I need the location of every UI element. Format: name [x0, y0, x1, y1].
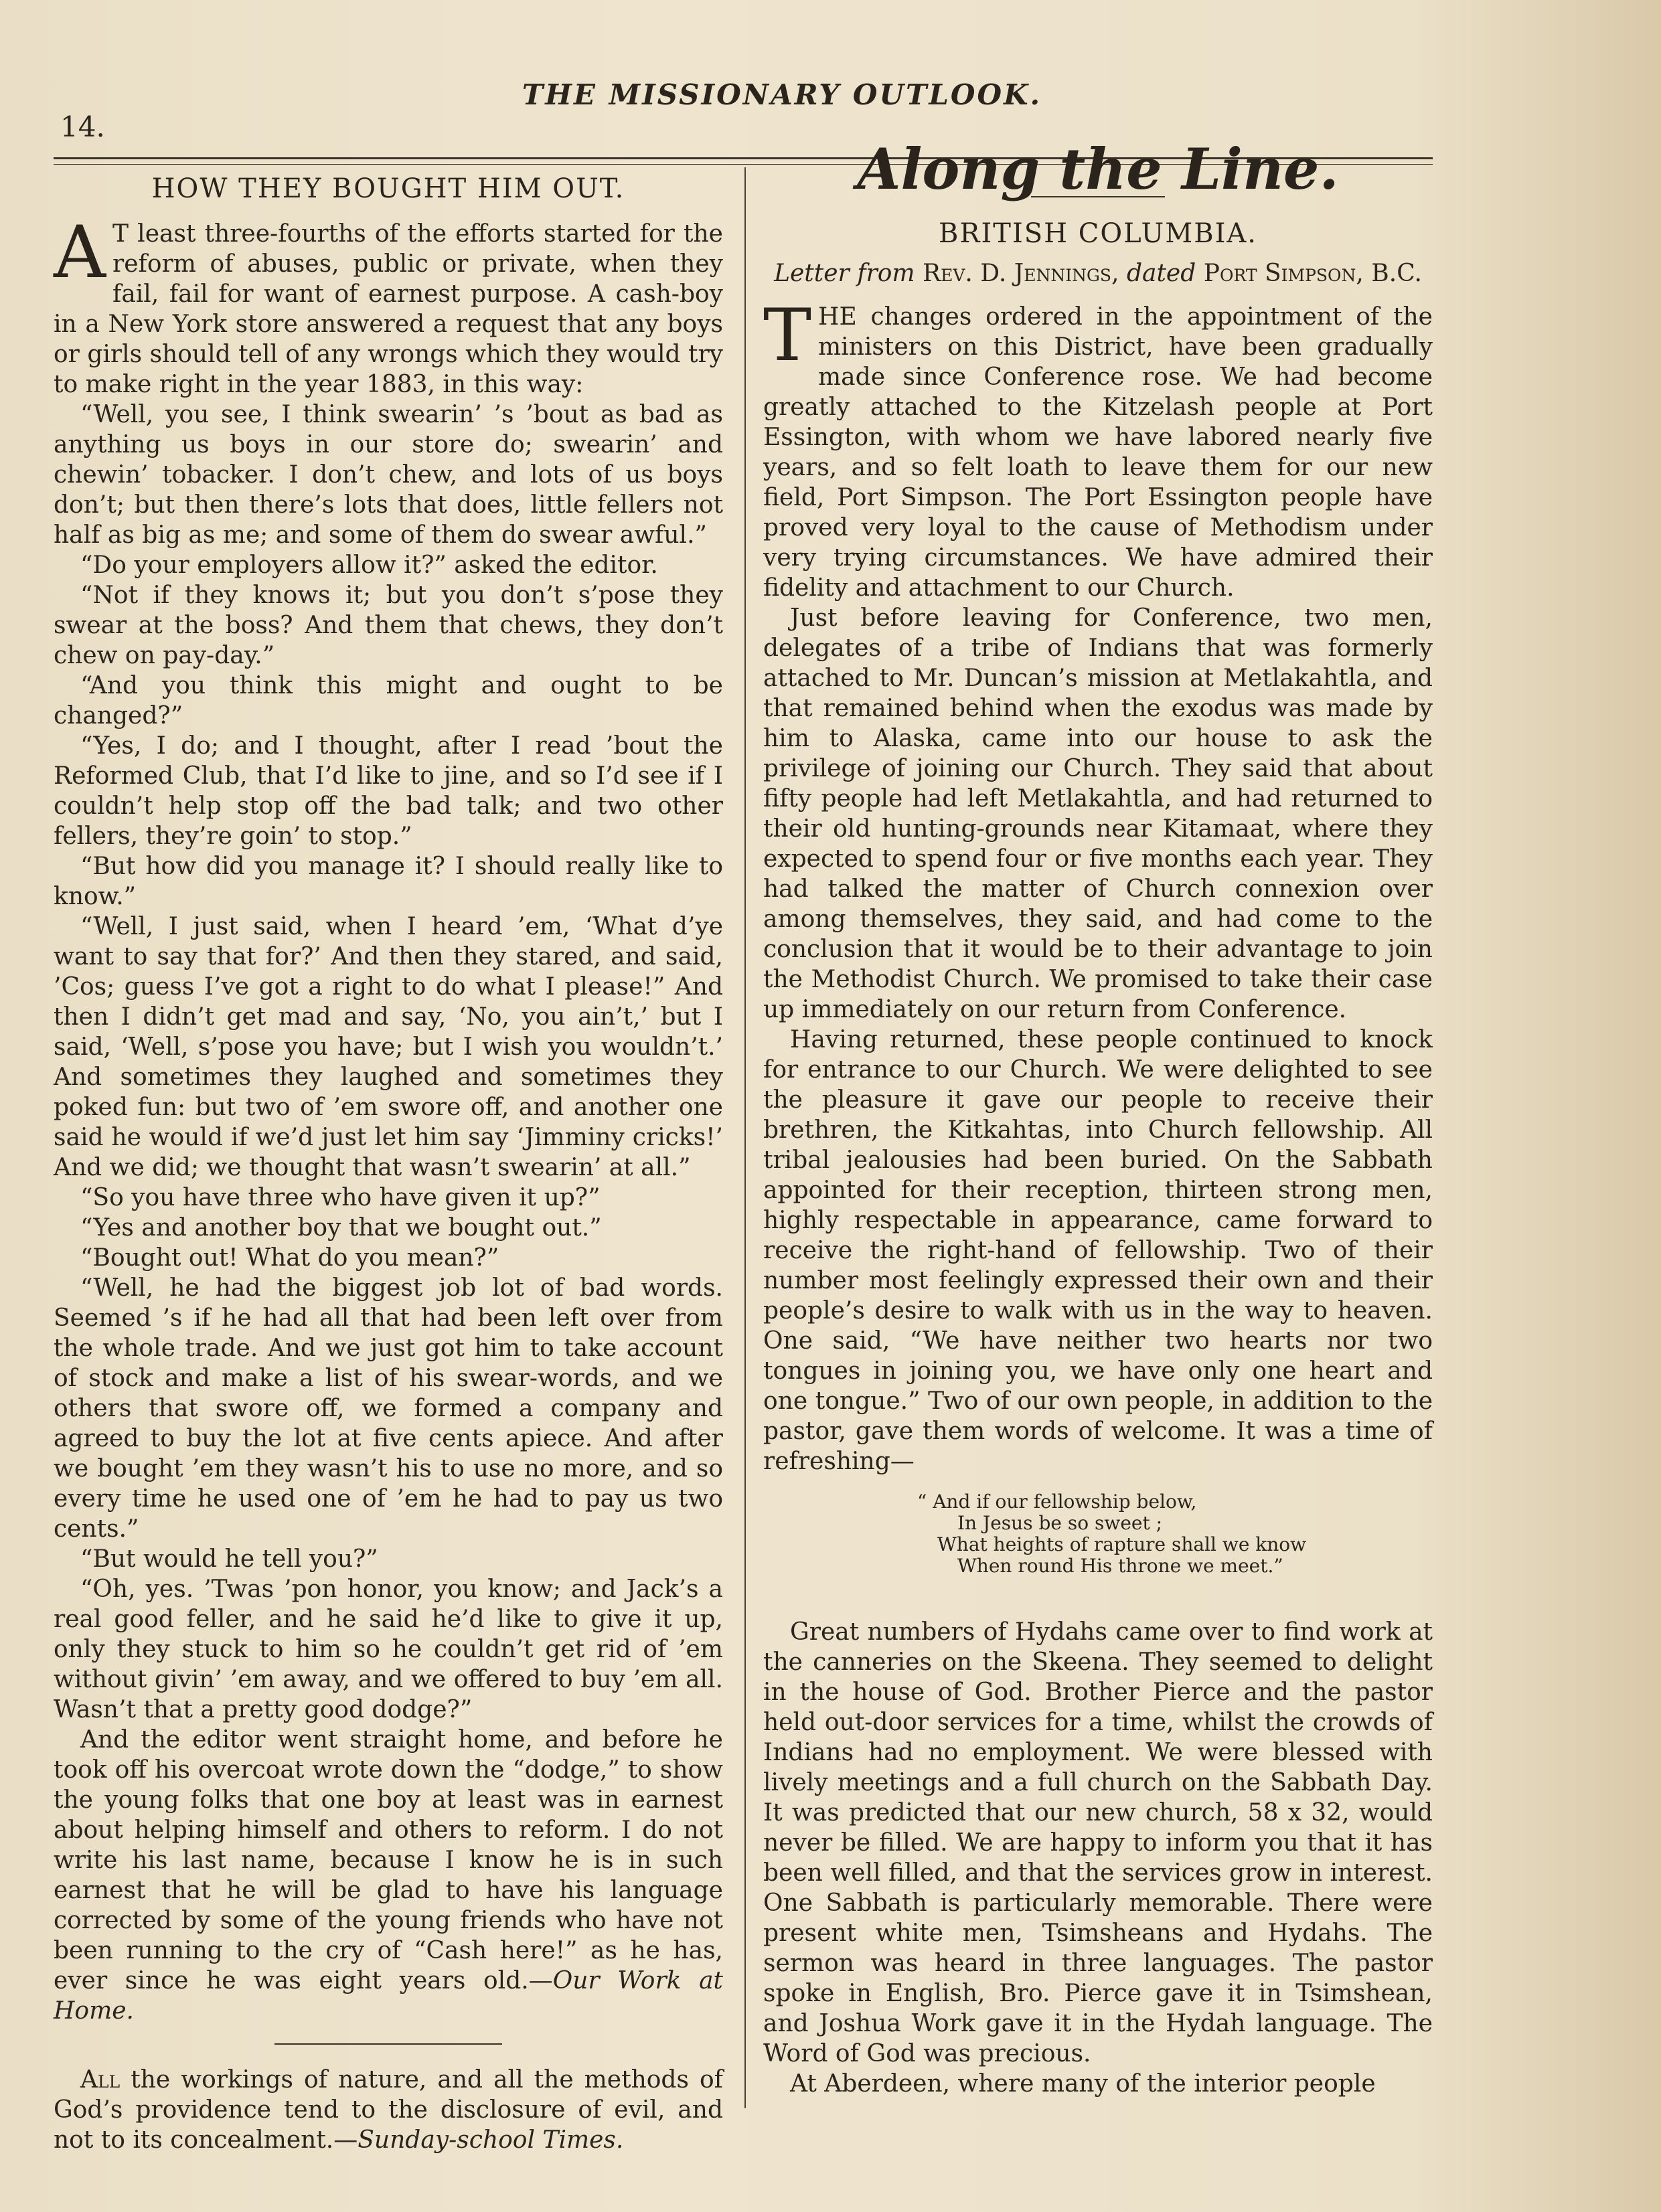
article-paragraph: “Do your employers allow it?” asked the editor. [80, 551, 658, 579]
article-paragraph: “And you think this might and ought to be changed?” [54, 672, 723, 730]
letter-paragraph: Great numbers of Hydahs came over to find work at the canneries on the Skeena. They seemed to delight in the house of God. Brother Pierce and the pastor held out-door services for a time, whilst the crowds of Indians had no employment. We were blessed with lively meetings and a full church on the Sabbath Day. It was predicted that our new church, 58 x 32, would never be filled. We are happy to inform you that it has been well filled, and that the services grow in interest. One Sabbath is particularly memorable. There were present white men, Tsimsheans and Hydahs. The sermon was heard in three languages. The pastor spoke in English, Bro. Pierce gave it in Tsimshean, and Joshua Work gave it in the Hydah language. The Word of God was precious. [763, 1618, 1433, 2067]
article-source: Our Work at Home. [54, 1967, 723, 2025]
article-paragraph: “But would he tell you?” [80, 1545, 378, 1573]
section-heading: Along the Line. [857, 136, 1339, 202]
letter-paragraph: At Aberdeen, where many of the interior people [790, 2070, 1376, 2098]
letter-paragraph: Just before leaving for Conference, two men, delegates of a tribe of Indians that was formerly attached to Mr. Duncan’s mission at Metlakahtla, and that remained behind when the exodus was made by him to Alaska, came into our house to ask the privilege of joining our Church. They said that about fifty people had left Metlakahtla, and had returned to their old hunting-grounds near Kitamaat, where they expected to spend four or five months each year. They had talked the matter of Church connexion over among themselves, they said, and had come to the conclusion that it would be to their advantage to join the Methodist Church. We promised to take their case up immediately on our return from Conference. [763, 604, 1433, 1023]
article-paragraph: “Oh, yes. ’Twas ’pon honor, you know; and Jack’s a real good feller, and he said he’d like to give it up, only they stuck to him so he couldn’t get rid of ’em without givin’ ’em away, and we offered to buy ’em all. Wasn’t that a pretty good dodge?” [54, 1576, 723, 1723]
hymn-line: What heights of rapture shall we know [937, 1533, 1307, 1555]
article-paragraph: A T least three-fourths of the efforts started for the reform of abuses, public or private, when they fail, fail for want of earnest purpose. A cash-boy in a New York store answered a request that any boys or girls should tell of any wrongs which they would try to make right in the year 1883, in this way: [54, 211, 723, 398]
article-paragraph: “Bought out! What do you mean?” [80, 1244, 499, 1272]
hymn-line: When round His throne we meet.” [957, 1555, 1283, 1577]
article-paragraph: “Well, he had the biggest job lot of bad words. Seemed ’s if he had all that had been left over from the whole trade. And we just got him to take account of stock and make a list of his swear-words, and we others that swore off, we formed a company and agreed to buy the lot at five cents apiece. And after we bought ’em they wasn’t his to use no more, and so every time he used one of ’em he had to pay us two cents.” [54, 1274, 723, 1543]
hymn-line: “ And if our fellowship below, [917, 1491, 1197, 1513]
column-divider [744, 167, 746, 2108]
article-paragraph: “Yes, I do; and I thought, after I read ’bout the Reformed Club, that I’d like to jine, and so I’d see if I couldn’t help stop off the bad talk; and two other fellers, they’re goin’ to stop.” [54, 732, 723, 850]
section-rule [274, 2043, 502, 2045]
article-paragraph: “But how did you manage it? I should really like to know.” [54, 853, 723, 910]
note-source: Sunday-school Times. [358, 2126, 624, 2154]
article-paragraph: “So you have three who have given it up?” [80, 1184, 601, 1211]
region-heading: BRITISH COLUMBIA. [938, 218, 1258, 249]
hymn-line: In Jesus be so sweet ; [957, 1512, 1163, 1534]
article-paragraph: “Yes and another boy that we bought out.” [80, 1214, 602, 1242]
article-paragraph: “Not if they knows it; but you don’t s’pose they swear at the boss? And them that chews, they don’t chew on pay-day.” [54, 582, 723, 669]
running-title: THE MISSIONARY OUTLOOK. [522, 78, 1042, 111]
closing-note: All the workings of nature, and all the methods of God’s providence tend to the disclosure of evil, and not to its concealment.—Sunday-school Times. [54, 2066, 723, 2154]
letter-paragraph: THE changes ordered in the appointment of the ministers on this District, have been gradually made since Conference rose. We had become greatly attached to the Kitzelash people at Port Essington, with whom we have labored nearly five years, and so felt loath to leave them for our new field, Port Simpson. The Port Essington people have proved very loyal to the cause of Methodism under very trying circumstances. We have admired their fidelity and attachment to our Church. [763, 294, 1433, 602]
hymn-quote [917, 1491, 1433, 1577]
article-paragraph: “Well, I just said, when I heard ’em, ‘What d’ye want to say that for?’ And then they stared, and said, ’Cos; guess I’ve got a right to do what I please!” And then I didn’t get mad and say, ‘No, you ain’t,’ but I said, ‘Well, s’pose you have; but I wish you wouldn’t.’ And sometimes they laughed and sometimes they poked fun: but two of ’em swore off, and another one said he would if we’d just let him say ‘Jimminy cricks!’ And we did; we thought that wasn’t swearin’ at all.” [54, 913, 723, 1181]
left-column [54, 174, 723, 2155]
page-number: 14. [60, 110, 105, 143]
drop-cap: T [763, 294, 812, 377]
letter-byline: Letter from Rev. D. Jennings, dated Port Simpson, B.C. [774, 260, 1422, 287]
article-title: HOW THEY BOUGHT HIM OUT. [151, 173, 625, 204]
article-paragraph: And the editor went straight home, and before he took off his overcoat wrote down the “dodge,” to show the young folks that one boy at least was in earnest about helping himself and others to reform. I do not write his last name, because I know he is in such earnest that he will be glad to have his language corrected by some of the young friends who have not been running to the cry of “Cash here!” as he has, ever since he was eight years old.—Our Work at Home. [54, 1726, 723, 2025]
article-paragraph: “Well, you see, I think swearin’ ’s ’bout as bad as anything us boys in our store do; swearin’ and chewin’ tobacker. I don’t chew, and lots of us boys don’t; but then there’s lots that does, little fellers not half as big as me; and some of them do swear awful.” [54, 401, 723, 549]
letter-paragraph: Having returned, these people continued to knock for entrance to our Church. We were delighted to see the pleasure it gave our people to receive their brethren, the Kitkahtas, into Church fellowship. All tribal jealousies had been buried. On the Sabbath appointed for their reception, thirteen strong men, highly respectable in appearance, came forward to receive the right-hand of fellowship. Two of their number most feelingly expressed their own and their people’s desire to walk with us in the way to heaven. One said, “We have neither two hearts nor two tongues in joining you, we have only one heart and one tongue.” Two of our own people, in addition to the pastor, gave them words of welcome. It was a time of refreshing— [763, 1026, 1433, 1475]
right-column [763, 136, 1433, 2099]
drop-cap: A [54, 211, 106, 294]
